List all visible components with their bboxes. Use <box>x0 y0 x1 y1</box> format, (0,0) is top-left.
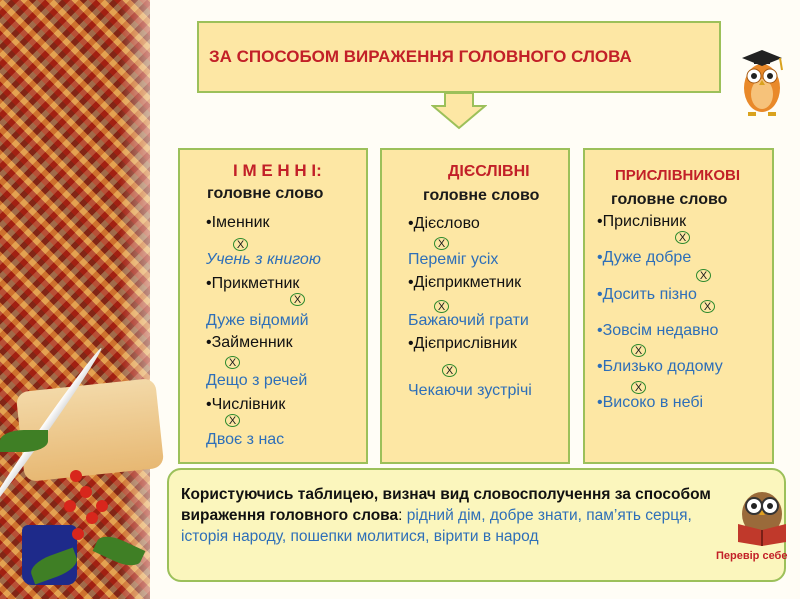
x-mark-icon: Х <box>631 381 646 394</box>
column-subtitle: головне слово <box>423 187 540 204</box>
x-mark-icon: Х <box>696 269 711 282</box>
leaf-decor <box>0 430 48 452</box>
task-separator: : <box>398 507 407 524</box>
x-mark-icon: Х <box>434 237 449 250</box>
list-item: •Займенник <box>206 334 293 351</box>
x-mark-icon: Х <box>675 231 690 244</box>
berry-decor <box>96 500 108 512</box>
example-phrase: Бажаючий грати <box>408 312 529 329</box>
down-arrow-icon <box>431 92 487 130</box>
berry-decor <box>70 470 82 482</box>
column-verbal <box>380 148 570 464</box>
example-phrase: Чекаючи зустрічі <box>408 382 532 399</box>
x-mark-icon: Х <box>290 293 305 306</box>
berry-decor <box>80 486 92 498</box>
owl-reading-icon <box>730 484 794 548</box>
heading-title: ЗА СПОСОБОМ ВИРАЖЕННЯ ГОЛОВНОГО СЛОВА <box>209 47 632 66</box>
list-item: •Числівник <box>206 396 286 413</box>
example-phrase: •Близько додому <box>597 358 723 375</box>
berry-decor <box>86 512 98 524</box>
column-subtitle: головне слово <box>611 191 728 208</box>
x-mark-icon: Х <box>442 364 457 377</box>
check-yourself-link[interactable]: Перевір себе <box>716 550 788 562</box>
x-mark-icon: Х <box>233 238 248 251</box>
column-title: ДІЄСЛІВНІ <box>448 163 530 180</box>
list-item: •Дієприслівник <box>408 335 517 352</box>
list-item: •Дієприкметник <box>408 274 522 291</box>
example-phrase: •Зовсім недавно <box>597 322 719 339</box>
task-box <box>167 468 786 582</box>
x-mark-icon: Х <box>631 344 646 357</box>
x-mark-icon: Х <box>225 414 240 427</box>
example-phrase: •Дуже добре <box>597 249 692 266</box>
list-item: •Дієслово <box>408 215 480 232</box>
owl-graduate-icon <box>734 40 790 120</box>
example-phrase: Переміг усіх <box>408 251 499 268</box>
heading-box <box>197 21 721 93</box>
list-item: •Прикметник <box>206 275 300 292</box>
example-phrase: •Досить пізно <box>597 286 697 303</box>
column-title: ПРИСЛІВНИКОВІ <box>615 167 740 184</box>
example-phrase: Дуже відомий <box>206 312 309 329</box>
example-phrase: Двоє з нас <box>206 431 285 448</box>
task-text <box>181 484 741 547</box>
x-mark-icon: Х <box>434 300 449 313</box>
example-phrase: Дещо з речей <box>206 372 308 389</box>
list-item: •Іменник <box>206 214 270 231</box>
example-phrase: •Високо в небі <box>597 394 704 411</box>
task-instruction: Користуючись таблицею, визнач вид словосполучення за способом вираження головного слова <box>181 486 711 524</box>
task-examples: рідний дім, добре знати, пам’ять серця, історія народу, пошепки молитися, вірити в народ <box>181 507 692 545</box>
x-mark-icon: Х <box>225 356 240 369</box>
column-nominal <box>178 148 368 464</box>
column-subtitle: головне слово <box>207 185 324 202</box>
berry-decor <box>72 528 84 540</box>
x-mark-icon: Х <box>700 300 715 313</box>
berry-decor <box>64 500 76 512</box>
example-phrase: Учень з книгою <box>206 251 321 268</box>
column-title: І М Е Н Н І: <box>233 161 322 180</box>
list-item: •Прислівник <box>597 213 687 230</box>
column-adverbial <box>583 148 774 464</box>
